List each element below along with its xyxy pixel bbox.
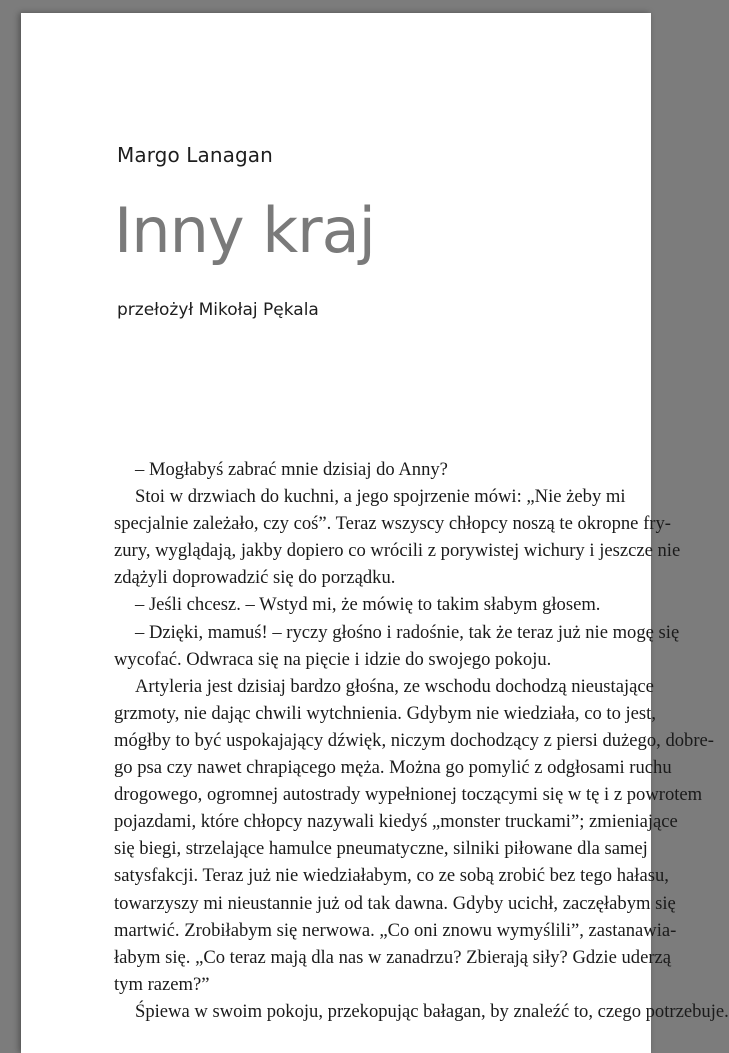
body-line: wycofać. Odwraca się na pięcie i idzie do swojego pokoju.: [114, 648, 552, 670]
story-body: [114, 456, 729, 1025]
body-line: – Dzięki, mamuś! – ryczy głośno i radośnie, tak że teraz już nie mogę się: [135, 621, 680, 643]
body-line: łabym się. „Co teraz mają dla nas w zanadrzu? Zbierają siły? Gdzie uderzą: [114, 946, 672, 968]
story-title: Inny kraj: [114, 194, 375, 267]
body-line: specjalnie zależało, czy coś”. Teraz wszyscy chłopcy noszą te okropne fry-: [114, 513, 671, 535]
body-line: drogowego, ogromnej autostrady wypełnionej toczącymi się w tę i z powrotem: [114, 784, 703, 806]
body-line: Artyleria jest dzisiaj bardzo głośna, ze wschodu dochodzą nieustające: [135, 675, 654, 697]
body-line: zury, wyglądają, jakby dopiero co wrócili z porywistej wichury i jeszcze nie: [114, 540, 681, 562]
body-line: pojazdami, które chłopcy nazywali kiedyś „monster truckami”; zmieniające: [114, 811, 678, 833]
body-line: Stoi w drzwiach do kuchni, a jego spojrzenie mówi: „Nie żeby mi: [135, 486, 626, 508]
body-line: towarzyszy mi nieustannie już od tak dawna. Gdyby ucichł, zaczęłabym się: [114, 892, 676, 914]
body-line: martwić. Zrobiłabym się nerwowa. „Co oni znowu wymyślili”, zastanawia-: [114, 919, 677, 941]
body-line: – Mogłabyś zabrać mnie dzisiaj do Anny?: [135, 459, 448, 480]
body-line: mógłby to być uspokajający dźwięk, niczym dochodzący z piersi dużego, dobre-: [114, 729, 714, 751]
body-line: tym razem?”: [114, 973, 210, 995]
body-line: zdążyli doprowadzić się do porządku.: [114, 567, 396, 589]
body-line: satysfakcji. Teraz już nie wiedziałabym, co ze sobą zrobić bez tego hałasu,: [114, 865, 669, 887]
translator-credit: przełożył Mikołaj Pękala: [117, 300, 319, 320]
body-line: Śpiewa w swoim pokoju, przekopując bałagan, by znaleźć to, czego potrzebuje.: [135, 1000, 729, 1022]
author-name: Margo Lanagan: [117, 143, 273, 167]
body-line: grzmoty, nie dając chwili wytchnienia. Gdybym nie wiedziała, co to jest,: [114, 702, 656, 724]
body-line: się biegi, strzelające hamulce pneumatyczne, silniki piłowane dla samej: [114, 838, 648, 860]
book-page: [21, 13, 729, 1053]
body-line: – Jeśli chcesz. – Wstyd mi, że mówię to takim słabym głosem.: [135, 594, 601, 616]
body-line: go psa czy nawet chrapiącego męża. Można go pomylić z odgłosami ruchu: [114, 757, 672, 779]
